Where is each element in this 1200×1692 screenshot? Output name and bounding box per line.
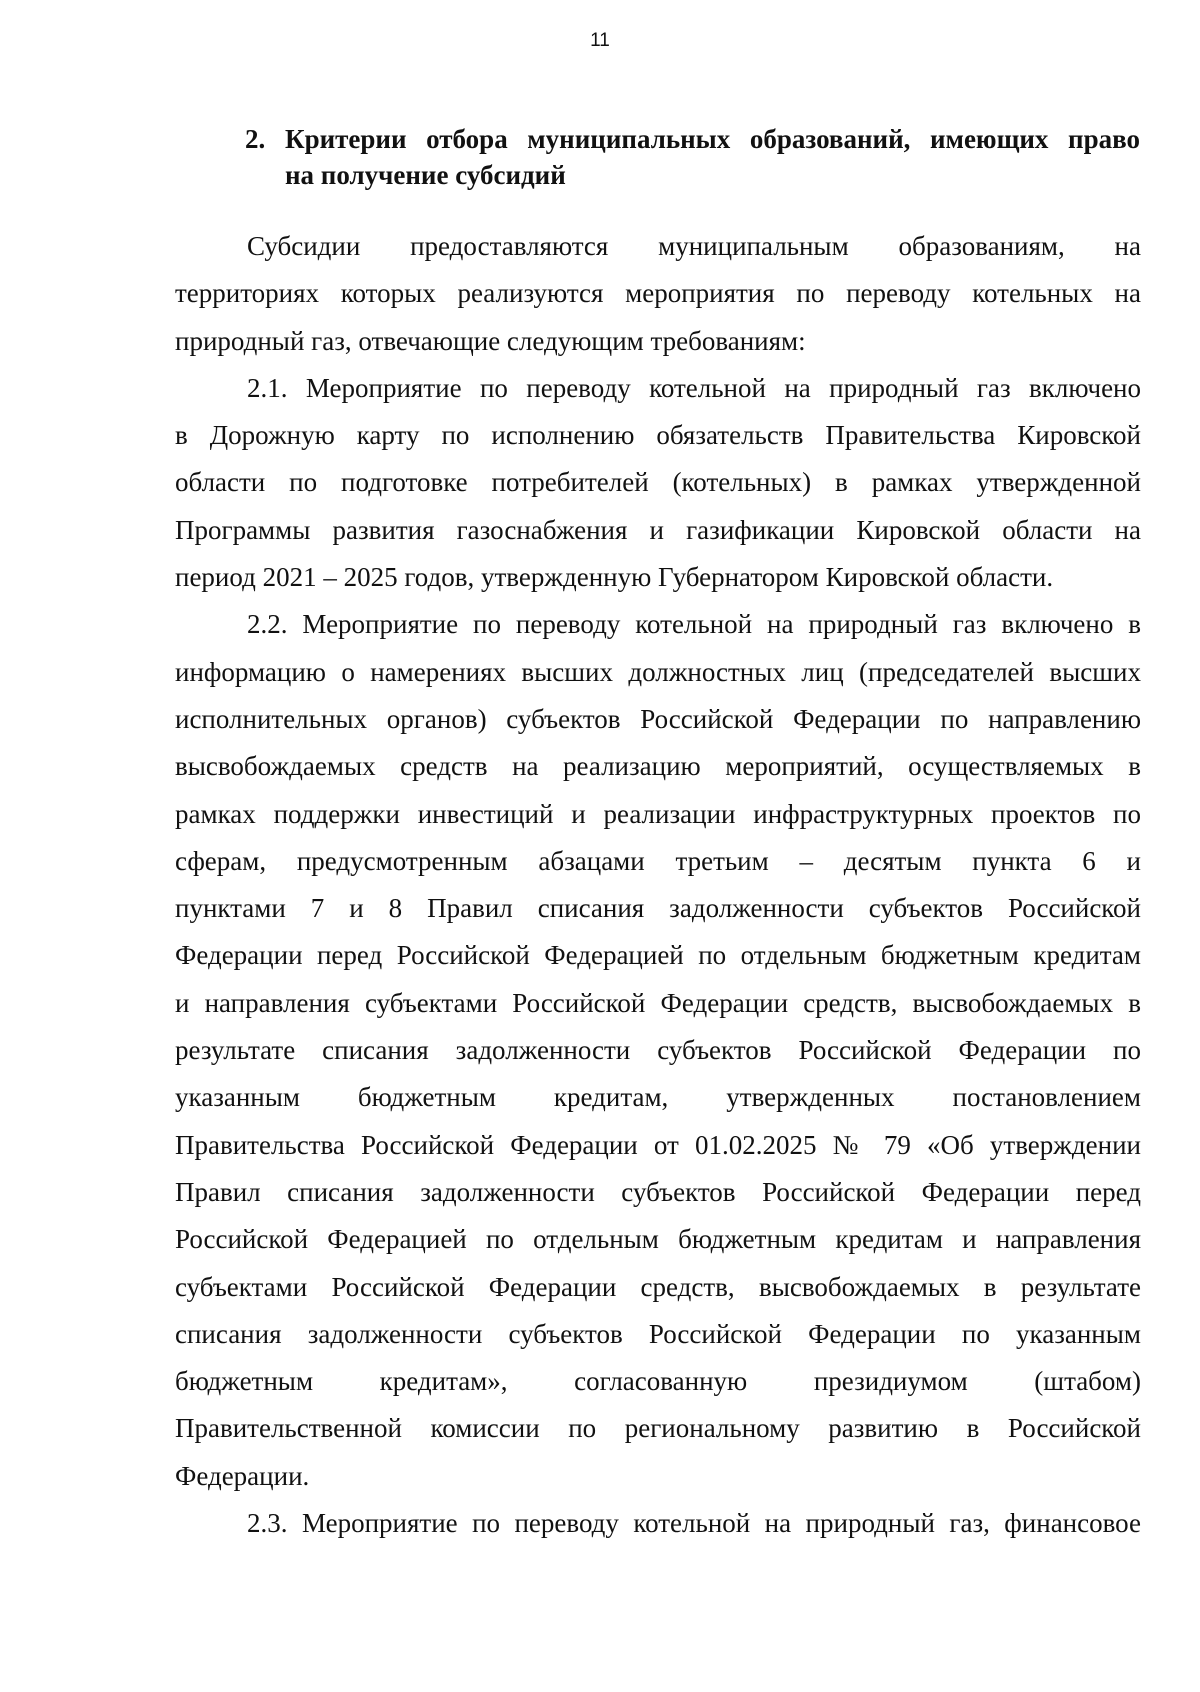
text-line: Правительственной комиссии по региональному развитию в Российской [175,1413,1141,1444]
paragraph-intro [175,226,1141,368]
text-line: списания задолженности субъектов Российской Федерации по указанным [175,1318,1141,1349]
page-number: 11 [590,30,610,51]
section-title [285,121,1140,193]
text-line: пунктами 7 и 8 Правил списания задолженности субъектов Российской [175,893,1141,924]
text-line: Правительства Российской Федерации от 01.02.2025 № 79 «Об утверждении [175,1129,1141,1160]
text-line: территориях которых реализуются мероприятия по переводу котельных на [175,278,1141,309]
text-line: период 2021 – 2025 годов, утвержденную Губернатором Кировской области. [175,562,1054,593]
text-line: субъектами Российской Федерации средств, высвобождаемых в результате [175,1271,1141,1302]
section-heading [245,121,1140,193]
text-line: высвобождаемых средств на реализацию мероприятий, осуществляемых в [175,751,1141,782]
text-line: 2.2. Мероприятие по переводу котельной на природный газ включено в [247,609,1141,640]
text-line: 2.1. Мероприятие по переводу котельной на природный газ включено [247,372,1141,403]
text-line: сферам, предусмотренным абзацами третьим – десятым пункта 6 и [175,845,1141,876]
section-title-line: Критерии отбора муниципальных образований, имеющих право [285,124,1140,154]
text-line: Программы развития газоснабжения и газификации Кировской области на [175,514,1141,545]
paragraph-2-2 [175,604,1141,1503]
text-line: области по подготовке потребителей (котельных) в рамках утвержденной [175,467,1141,498]
text-line: бюджетным кредитам», согласованную президиумом (штабом) [175,1366,1141,1397]
text-line: природный газ, отвечающие следующим требованиям: [175,325,806,356]
section-title-line: на получение субсидий [285,160,566,190]
section-number: 2. [245,124,266,154]
text-line: Федерации перед Российской Федерацией по отдельным бюджетным кредитам [175,940,1141,971]
text-line: Правил списания задолженности субъектов Российской Федерации перед [175,1176,1141,1207]
paragraph-2-3 [175,1503,1141,1550]
text-line: Федерации. [175,1460,310,1491]
text-line: информацию о намерениях высших должностных лиц (председателей высших [175,656,1141,687]
text-line: рамках поддержки инвестиций и реализации инфраструктурных проектов по [175,798,1141,829]
text-line: 2.3. Мероприятие по переводу котельной на природный газ, финансовое [247,1508,1141,1539]
text-line: исполнительных органов) субъектов Российской Федерации по направлению [175,703,1141,734]
text-line: результате списания задолженности субъектов Российской Федерации по [175,1035,1141,1066]
paragraph-2-1 [175,368,1141,604]
text-line: Российской Федерацией по отдельным бюджетным кредитам и направления [175,1224,1141,1255]
text-line: и направления субъектами Российской Федерации средств, высвобождаемых в [175,987,1141,1018]
text-line: указанным бюджетным кредитам, утвержденных постановлением [175,1082,1141,1113]
text-line: в Дорожную карту по исполнению обязательств Правительства Кировской [175,420,1141,451]
document-body [175,226,1141,1550]
text-line: Субсидии предоставляются муниципальным образованиям, на [247,231,1141,261]
